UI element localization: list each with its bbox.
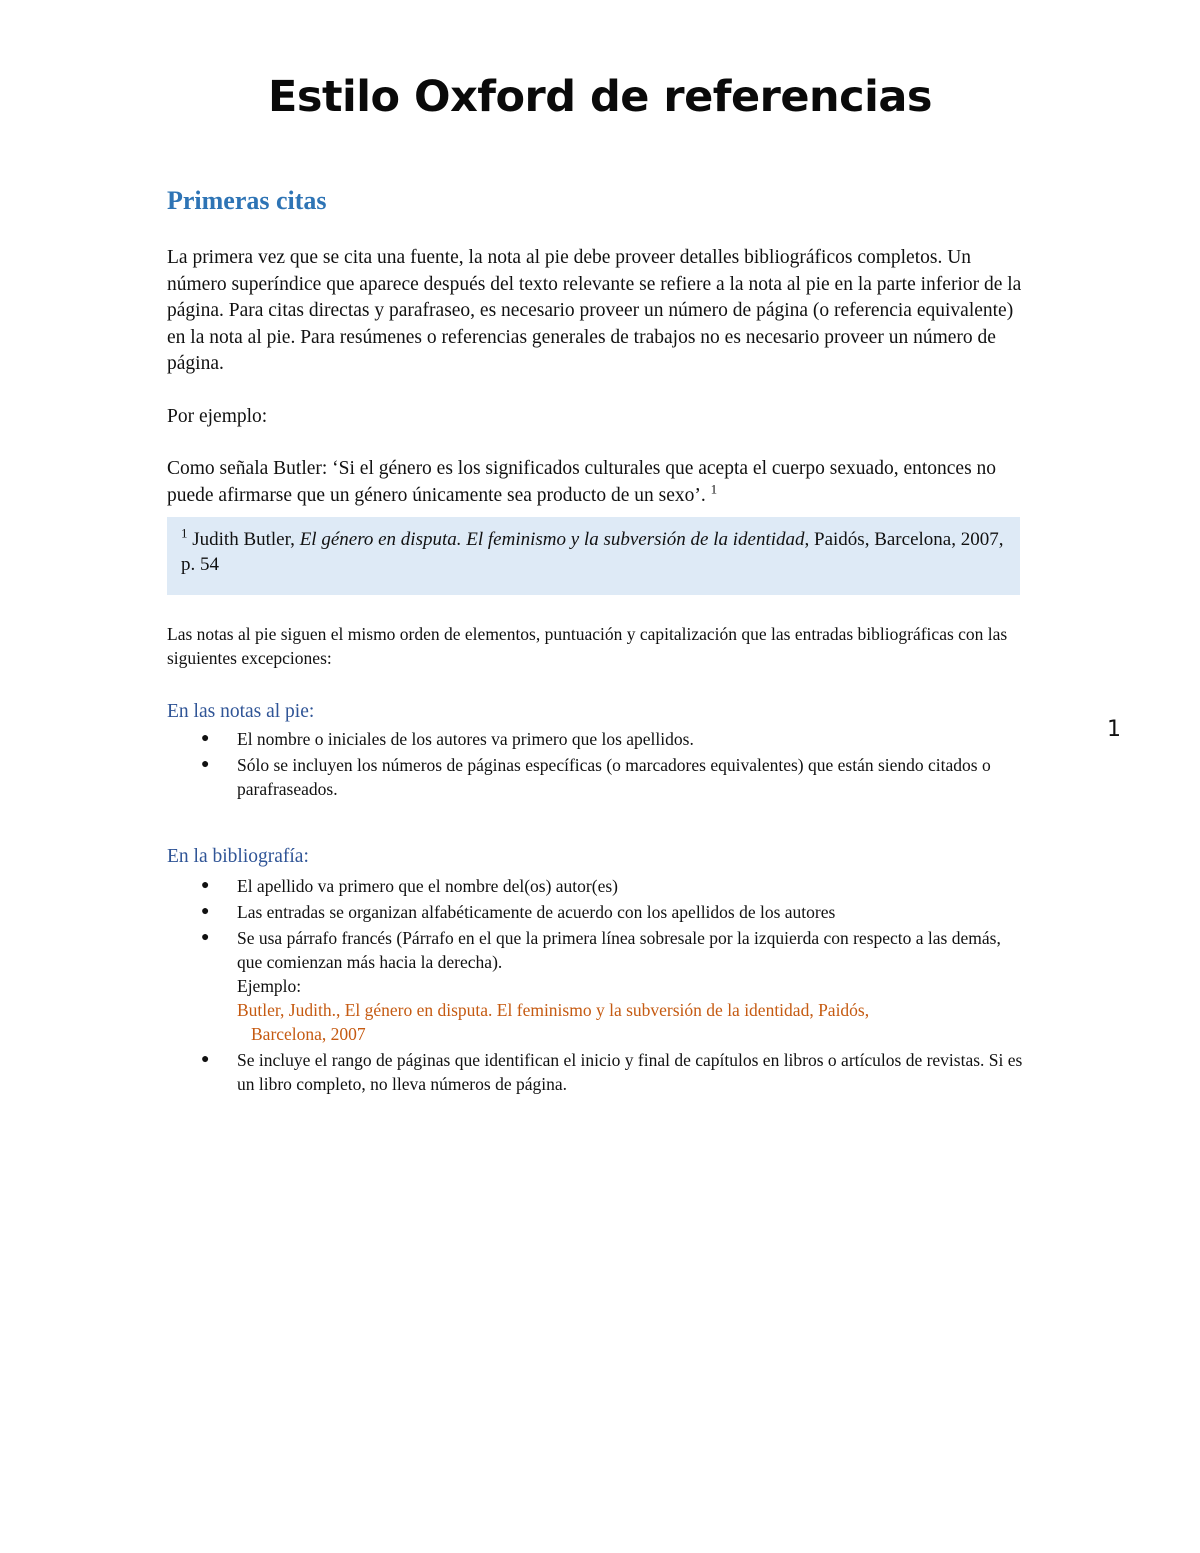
bullet-icon: ● xyxy=(201,878,210,893)
list-item-text: Las entradas se organizan alfabéticamente de acuerdo con los apellidos de los autores xyxy=(237,902,836,922)
quote-text: Como señala Butler: ‘Si el género es los significados culturales que acepta el cuerpo sexuado, entonces no puede afirmarse que un género únicamente sea producto de un sexo’. xyxy=(167,458,997,506)
bibliography-example-label: Ejemplo: xyxy=(237,976,302,996)
bibliography-example-line2: Barcelona, 2007 xyxy=(251,1024,366,1044)
footnote-number: 1 xyxy=(181,525,188,541)
list-item-text: Se usa párrafo francés (Párrafo en el que la primera línea sobresale por la izquierda con respecto a las demás, que comienzan más hacia la derecha). xyxy=(237,928,1001,972)
list-item-text: El nombre o iniciales de los autores va primero que los apellidos. xyxy=(237,729,694,749)
bibliography-example-line1: Butler, Judith., El género en disputa. El feminismo y la subversión de la identidad, Paidós, xyxy=(237,1000,870,1020)
footnote-text xyxy=(181,527,1006,577)
list-item xyxy=(167,1048,1027,1096)
bullet-icon: ● xyxy=(201,757,210,772)
list-item xyxy=(167,874,1027,898)
bullet-icon: ● xyxy=(201,904,210,919)
list-item-text: Sólo se incluyen los números de páginas específicas (o marcadores equivalentes) que están siendo citados o parafraseados. xyxy=(237,755,991,799)
footnote-rest: , Paidós, Barcelona, 2007, p. 54 xyxy=(181,529,1004,575)
bibliography-example xyxy=(237,998,1027,1046)
page-number: 1 xyxy=(1107,717,1121,742)
list-item-text: Se incluye el rango de páginas que identifican el inicio y final de capítulos en libros o artículos de revistas. Si es un libro completo, no lleva números de página. xyxy=(237,1050,1023,1094)
bullet-icon: ● xyxy=(201,731,210,746)
quote-superscript: 1 xyxy=(710,481,718,496)
section-heading: Primeras citas xyxy=(167,186,327,215)
intro-paragraph: La primera vez que se cita una fuente, la nota al pie debe proveer detalles bibliográficos completos. Un número superíndice que aparece después del texto relevante se refiere a la nota al pie en la parte inferior de la página. Para citas directas y parafraseo, es necesario proveer un número de página (o referencia equivalente) en la nota al pie. Para resúmenes o referencias generales de trabajos no es necesario proveer un número de página. xyxy=(167,247,1022,374)
bibliography-list xyxy=(167,874,1027,1098)
footnote-work-title: El género en disputa. El feminismo y la subversión de la identidad xyxy=(299,529,805,550)
list-item xyxy=(167,926,1027,1046)
footnotes-list xyxy=(167,727,1027,803)
footnote-author: Judith Butler, xyxy=(192,529,295,550)
bullet-icon: ● xyxy=(201,930,210,945)
footnotes-heading: En las notas al pie: xyxy=(167,701,315,722)
list-item-text: El apellido va primero que el nombre del(os) autor(es) xyxy=(237,876,618,896)
footnote-box xyxy=(167,517,1020,595)
bullet-icon: ● xyxy=(201,1052,210,1067)
exceptions-paragraph: Las notas al pie siguen el mismo orden de elementos, puntuación y capitalización que las entradas bibliográficas con las siguientes excepciones: xyxy=(167,624,1008,668)
quote-paragraph xyxy=(167,456,1027,509)
list-item xyxy=(167,727,1027,751)
list-item xyxy=(167,900,1027,924)
bibliography-heading: En la bibliografía: xyxy=(167,846,309,867)
list-item xyxy=(167,753,1027,801)
document-title: Estilo Oxford de referencias xyxy=(268,72,932,122)
example-label: Por ejemplo: xyxy=(167,406,268,427)
